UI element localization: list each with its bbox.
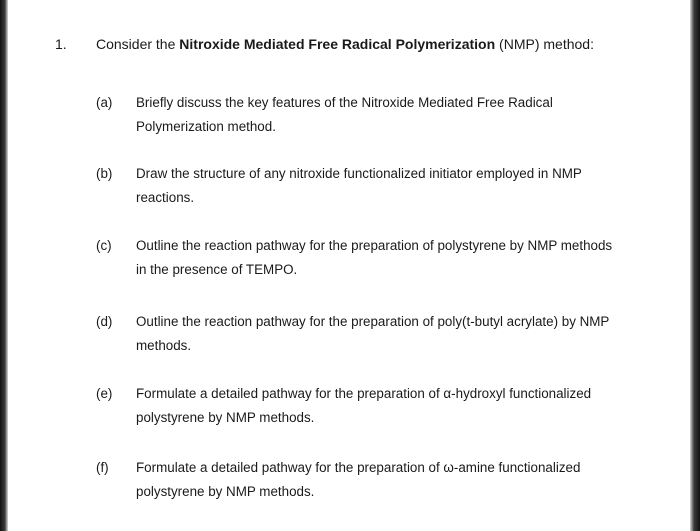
part-text bbox=[136, 91, 656, 139]
part-text-line: reactions. bbox=[136, 190, 195, 205]
part-text-line: in the presence of TEMPO. bbox=[136, 262, 298, 277]
part-text-line: methods. bbox=[136, 338, 192, 353]
part-text bbox=[136, 162, 656, 210]
stem-suffix: (NMP) method: bbox=[495, 36, 594, 52]
part-label: (b) bbox=[96, 166, 113, 181]
part-label: (d) bbox=[96, 314, 113, 329]
part-text bbox=[136, 310, 656, 358]
part-text bbox=[136, 382, 656, 430]
part-label: (c) bbox=[96, 238, 112, 253]
part-text-line: Formulate a detailed pathway for the preparation of α-hydroxyl functionalized bbox=[136, 386, 592, 401]
part-label: (a) bbox=[96, 95, 113, 110]
question-stem bbox=[96, 36, 594, 52]
question-number: 1. bbox=[55, 36, 67, 52]
part-text-line: Formulate a detailed pathway for the preparation of ω-amine functionalized bbox=[136, 460, 581, 475]
stem-prefix: Consider the bbox=[96, 36, 180, 52]
right-page-edge bbox=[690, 0, 700, 531]
part-text bbox=[136, 234, 656, 282]
left-page-edge bbox=[0, 0, 8, 531]
part-text-line: Outline the reaction pathway for the preparation of poly(t-butyl acrylate) by NMP bbox=[136, 314, 610, 329]
part-text bbox=[136, 456, 656, 504]
part-label: (f) bbox=[96, 460, 109, 475]
part-text-line: polystyrene by NMP methods. bbox=[136, 484, 315, 499]
stem-bold-term: Nitroxide Mediated Free Radical Polymerization bbox=[179, 36, 496, 52]
part-text-line: Polymerization method. bbox=[136, 119, 276, 134]
part-text-line: Outline the reaction pathway for the preparation of polystyrene by NMP methods bbox=[136, 238, 613, 253]
part-text-line: Draw the structure of any nitroxide functionalized initiator employed in NMP bbox=[136, 166, 582, 181]
part-label: (e) bbox=[96, 386, 113, 401]
part-text-line: Briefly discuss the key features of the Nitroxide Mediated Free Radical bbox=[136, 95, 553, 110]
part-text-line: polystyrene by NMP methods. bbox=[136, 410, 315, 425]
